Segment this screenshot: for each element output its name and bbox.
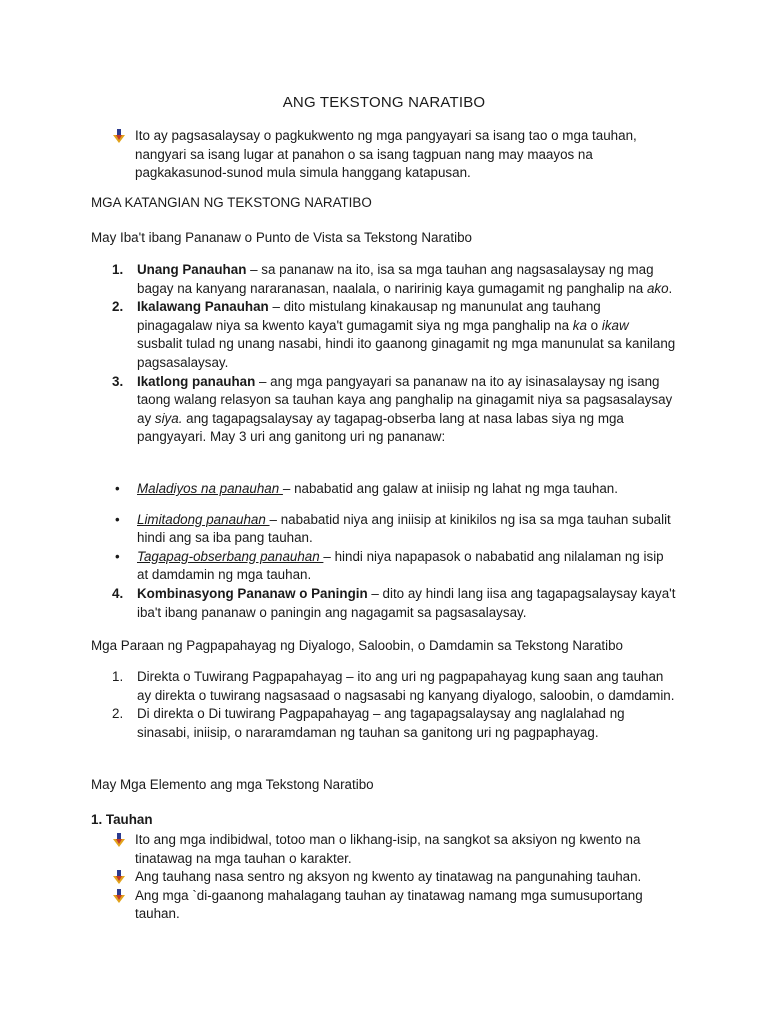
paraan-list xyxy=(91,668,676,742)
tauhan-list xyxy=(91,831,676,924)
bullet: • xyxy=(115,548,120,564)
heading-pananaw: May Iba't ibang Pananaw o Punto de Vista sa Tekstong Naratibo xyxy=(91,230,472,245)
intro-text: Ito ay pagsasalaysay o pagkukwento ng mga pangyayari sa isang tao o mga tauhan, nangyari sa isang lugar at panahon o sa isang tagpuan nang may maayos na pagkakasunod-sunod mula simula hanggang katapusan. xyxy=(135,128,637,181)
item-text-end: ang tagapagsalaysay ay tagapag-obserba lang at nasa labas siya ng mga pangyayari. May 3 uri ang ganitong uri ng pananaw: xyxy=(137,410,624,445)
item-emphasis: ako xyxy=(646,280,669,296)
list-item xyxy=(91,298,676,372)
item-number: 3. xyxy=(112,373,124,389)
item-text: – hindi niya napapasok o nababatid ang nilalaman ng isip at damdamin ng mga tauhan. xyxy=(137,548,664,583)
item-number: 4. xyxy=(112,585,124,601)
item-term: Unang Panauhan xyxy=(137,262,247,277)
list-item xyxy=(91,831,676,868)
item-text: – nababatid niya ang iniisip at kinikilos ng isa sa mga tauhan subalit hindi ang sa iba pang tauhan. xyxy=(137,511,671,546)
item-text: Ito ang mga indibidwal, totoo man o likhang-isip, na sangkot sa aksiyon ng kwento na tinatawag na mga tauhan o karakter. xyxy=(135,832,641,866)
item-term: Tagapag-obserbang panauhan xyxy=(137,548,324,564)
list-item xyxy=(91,887,676,924)
item-text: Di direkta o Di tuwirang Pagpapahayag – ang tagapagsalaysay ang naglalahad ng sinasabi, iniisip, o nararamdaman ng tauhan sa ganitong uri ng pagpaphayag. xyxy=(137,706,625,740)
list-item xyxy=(91,480,676,499)
bullet: • xyxy=(115,511,120,527)
arrow-down-bullet-icon xyxy=(113,889,125,903)
bullet: • xyxy=(115,481,120,496)
item-term: Ikalawang Panauhan xyxy=(137,299,269,315)
item-emphasis: ka xyxy=(572,317,587,333)
item-text: – dito mistulang kinakausap ng manunulat ang tauhang pinagagalaw niya sa kwento kaya't gumagamit siya ng mga panghalip na xyxy=(137,299,601,333)
item-term: Maladiyos na panauhan xyxy=(137,481,283,496)
pananaw-list xyxy=(91,261,676,447)
item-text: – nababatid ang galaw at iniisip ng lahat ng mga tauhan. xyxy=(282,481,618,496)
item-text: – sa pananaw na ito, isa sa mga tauhan ang nagsasalaysay ng mag bagay na kanyang nararanasan, naalala, o naririnig kaya gumagamit ng panghalip na xyxy=(137,262,654,296)
item-term: Limitadong panauhan xyxy=(137,511,270,527)
item-term: Kombinasyong Pananaw o Paningin xyxy=(137,585,368,601)
item-text: – ang mga pangyayari sa pananaw na ito ay isinasalaysay ng isang taong walang relasyon sa tauhan kaya ang panghalip na ginagamit niya sa pagsasalaysay ay xyxy=(137,373,673,426)
item-emphasis-2: ikaw xyxy=(601,317,629,333)
item-number: 1. xyxy=(112,262,124,277)
item-number: 2. xyxy=(112,706,124,722)
item-text-mid: o xyxy=(586,317,602,333)
page-title: ANG TEKSTONG NARATIBO xyxy=(282,94,486,111)
item-text: Ang mga `di-gaanong mahalagang tauhan ay tinatawag namang mga sumusuportang tauhan. xyxy=(135,887,643,922)
arrow-down-bullet-icon xyxy=(113,833,125,847)
heading-elemento: May Mga Elemento ang mga Tekstong Naratibo xyxy=(91,777,374,792)
item-term: Ikatlong panauhan xyxy=(137,373,256,389)
item-text: – dito ay hindi lang iisa ang tagapagsalaysay kaya't iba't ibang pananaw o paningin ang nagagamit sa pagsasalaysay. xyxy=(137,585,676,620)
list-item xyxy=(91,668,676,705)
arrow-down-bullet-icon xyxy=(113,129,125,143)
list-item xyxy=(91,511,676,548)
item-number: 1. xyxy=(112,669,124,684)
heading-paraan: Mga Paraan ng Pagpapahayag ng Diyalogo, Saloobin, o Damdamin sa Tekstong Naratibo xyxy=(91,638,624,653)
item-text: Direkta o Tuwirang Pagpapahayag – ito ang uri ng pagpapahayag kung saan ang tauhan ay direkta o tuwirang nagsasaad o nagsasabi ng kanyang diyalogo, saloobin, o damdamin. xyxy=(137,669,675,703)
arrow-down-bullet-icon xyxy=(113,870,125,884)
list-item xyxy=(91,373,676,447)
list-item xyxy=(91,705,676,742)
intro-block xyxy=(91,127,676,183)
list-item xyxy=(91,585,676,622)
tauhan-heading: 1. Tauhan xyxy=(91,812,153,827)
intro-item xyxy=(91,127,676,183)
list-item xyxy=(91,868,676,887)
item-text-end: . xyxy=(668,280,673,296)
item-number: 2. xyxy=(112,299,124,315)
list-item xyxy=(91,261,676,298)
item-text: Ang tauhang nasa sentro ng aksyon ng kwento ay tinatawag na pangunahing tauhan. xyxy=(135,869,642,885)
list-item xyxy=(91,548,676,585)
heading-katangian: MGA KATANGIAN NG TEKSTONG NARATIBO xyxy=(91,195,372,210)
item-emphasis: siya. xyxy=(154,410,183,426)
item-text-end: susbalit tulad ng unang nasabi, hindi ito gaanong ginagamit ng mga manunulat sa kanilang pagsasalaysay. xyxy=(137,336,676,370)
subtype-list xyxy=(91,480,676,622)
